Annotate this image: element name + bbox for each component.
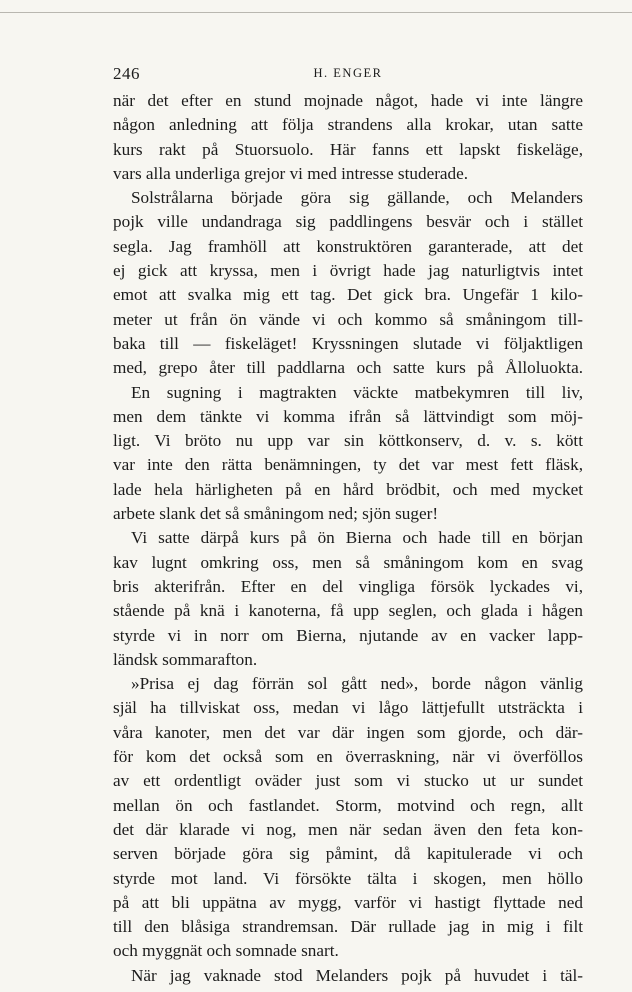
top-edge-rule	[0, 12, 632, 13]
text-line: bris akterifrån. Efter en del vingliga försök lyckades vi,	[113, 576, 583, 596]
text-line: till den blåsiga strandremsan. Där rullade jag in mig i filt	[113, 917, 583, 937]
text-line: av ett ordentligt oväder just som vi stucko ut ur sundet	[113, 771, 583, 791]
text-line: emot att svalka mig ett tag. Det gick bra. Ungefär 1 kilo-	[113, 285, 583, 305]
text-line: arbete slank det så småningom ned; sjön suger!	[113, 504, 439, 524]
body-text	[113, 89, 583, 988]
text-line: det där klarade vi nog, men när sedan även den feta kon-	[113, 819, 583, 839]
text-line: själ ha tillviskat oss, medan vi lågo lättjefullt utsträckta i	[113, 698, 583, 718]
text-line: meter ut från ön vände vi och kommo så småningom till-	[113, 309, 583, 329]
text-line: våra kanoter, men det var där ingen som gjorde, och där-	[113, 722, 583, 742]
text-line: kurs rakt på Stuorsuolo. Här fanns ett lapskt fiskeläge,	[113, 139, 583, 159]
paragraph-start-line: »Prisa ej dag förrän sol gått ned», borde någon vänlig	[131, 674, 583, 694]
text-line: styrde vi in norr om Bierna, njutande av en vacker lapp-	[113, 625, 583, 645]
paragraph-start-line: En sugning i magtrakten väckte matbekymren till liv,	[131, 382, 583, 402]
text-line: när det efter en stund mojnade något, hade vi inte längre	[113, 91, 583, 110]
text-line: för kom det också som en överraskning, när vi överföllos	[113, 747, 583, 767]
text-line: kav lugnt omkring oss, men så småningom kom en svag	[113, 552, 583, 572]
text-line: pojk ville undandraga sig paddlingens besvär och i stället	[113, 212, 583, 232]
text-line: med, grepo åter till paddlarna och satte kurs på Ålloluokta.	[113, 358, 583, 378]
paragraph-start-line: Vi satte därpå kurs på ön Bierna och hade till en början	[131, 528, 583, 548]
page-header	[113, 64, 583, 86]
text-line: var inte den rätta benämningen, ty det var mest fett fläsk,	[113, 455, 583, 475]
page-number: 246	[113, 64, 140, 83]
text-line: ländsk sommarafton.	[113, 649, 258, 669]
text-line: styrde mot land. Vi försökte tälta i skogen, men höllo	[113, 868, 583, 888]
text-line: vars alla underliga grejor vi med intresse studerade.	[113, 163, 469, 183]
text-line: stående på knä i kanoterna, få upp seglen, och glada i hågen	[113, 601, 583, 621]
text-line: segla. Jag framhöll att konstruktören garanterade, att det	[113, 236, 583, 256]
text-line: lade hela härligheten på en hård brödbit, och med mycket	[113, 479, 583, 499]
text-line: och myggnät och somnade snart.	[113, 941, 339, 961]
text-line: ej gick att kryssa, men i övrigt hade jag naturligtvis intet	[113, 261, 583, 281]
running-head: H. ENGER	[313, 66, 383, 80]
paragraph-start-line: När jag vaknade stod Melanders pojk på huvudet i täl-	[131, 965, 583, 985]
text-line: ligt. Vi bröto nu upp var sin köttkonserv, d. v. s. kött	[113, 431, 583, 451]
text-line: mellan ön och fastlandet. Storm, motvind och regn, allt	[113, 795, 583, 815]
text-line: någon anledning att följa strandens alla krokar, utan satte	[113, 115, 583, 135]
text-line: baka till — fiskeläget! Kryssningen slutade vi följaktligen	[113, 333, 583, 353]
text-line: serven började göra sig påmint, då kapitulerade vi och	[113, 844, 583, 864]
text-line: men dem tänkte vi komma ifrån så lättvindigt som möj-	[113, 406, 583, 426]
text-line: på att bli uppätna av mygg, varför vi hastigt flyttade ned	[113, 892, 583, 912]
paragraph-start-line: Solstrålarna började göra sig gällande, och Melanders	[131, 188, 583, 208]
